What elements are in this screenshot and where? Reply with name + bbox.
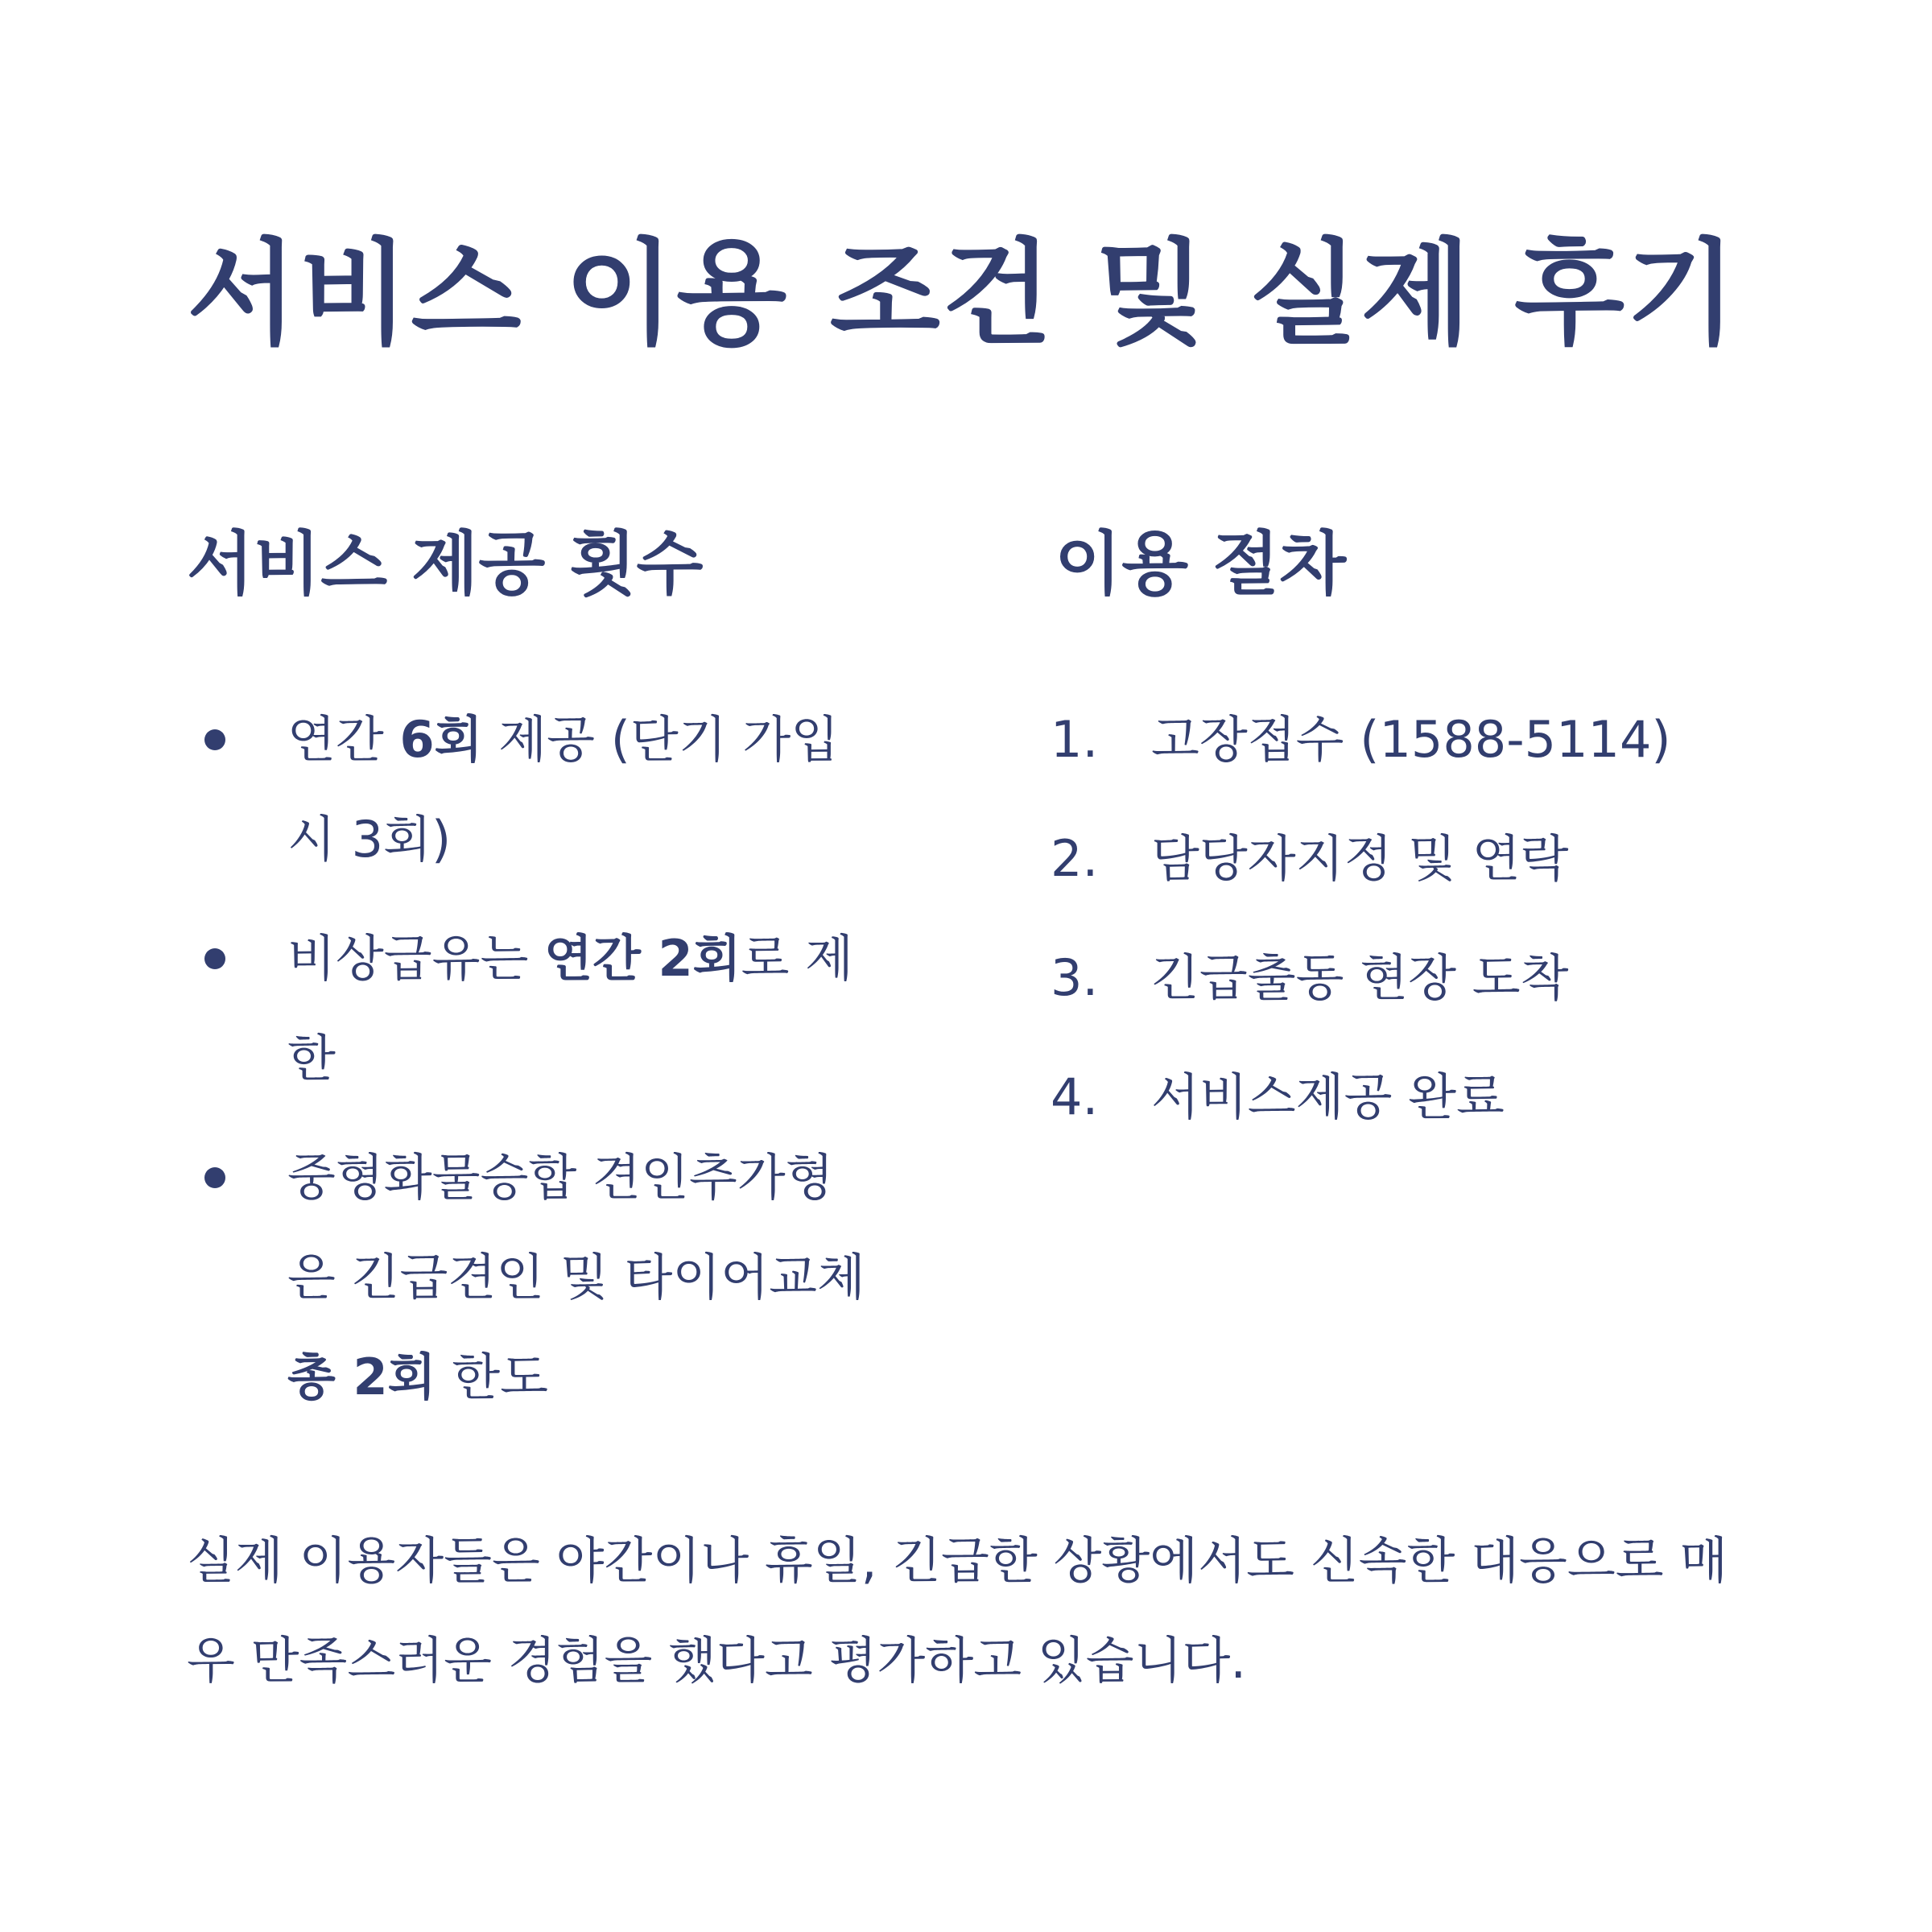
step-text: 고장접수 (1588-5114) (1151, 710, 1671, 769)
step-text: 담당자지정 및 연락 (1151, 829, 1569, 888)
step-item (1051, 690, 1671, 790)
item-highlight: 총 2회 (287, 1348, 436, 1406)
procedure-heading: 이용 절차 (1055, 524, 1347, 605)
step-text: 서비스제공 완료 (1151, 1067, 1505, 1126)
item-text: 연간 (287, 710, 400, 769)
bullet-icon (204, 729, 225, 750)
item-text: 제공 (단기 가입 시 3회) (287, 710, 840, 869)
service-count-list (187, 690, 879, 1447)
step-item (1051, 928, 1671, 1028)
step-item (1051, 809, 1671, 909)
service-count-heading: 서비스 제공 횟수 (187, 524, 704, 605)
list-item (187, 690, 879, 890)
step-number: 4. (1051, 1067, 1099, 1126)
step-number: 3. (1051, 948, 1099, 1007)
page-title: 서비스 이용 조건 및 실제 후기 (187, 228, 1739, 361)
item-text: 비상급유는 (287, 929, 545, 988)
bullet-icon (204, 1167, 225, 1188)
step-number: 1. (1051, 710, 1099, 769)
step-item (1051, 1047, 1671, 1147)
item-text: 로 제한 (287, 929, 854, 1088)
item-highlight: 연간 2회 (544, 929, 741, 988)
step-number: 2. (1051, 829, 1099, 888)
item-text: 중형화물승합 견인추가형은 긴급견인 및 타이어교체 (287, 1148, 865, 1307)
item-highlight: 6회 (399, 710, 483, 769)
procedure-list (1051, 690, 1671, 1166)
review-paragraph: 실제 이용자들은 야간이나 휴일, 긴급한 상황에서도 신속한 대응으로 매우 만족스러운 경험을 했다고 평가하고 있습니다. (187, 1531, 1728, 1690)
list-item (187, 1128, 879, 1427)
item-text: 한도 (436, 1348, 549, 1406)
list-item (187, 909, 879, 1108)
step-text: 긴급출동 현장 도착 (1151, 948, 1569, 1007)
bullet-icon (204, 948, 225, 969)
